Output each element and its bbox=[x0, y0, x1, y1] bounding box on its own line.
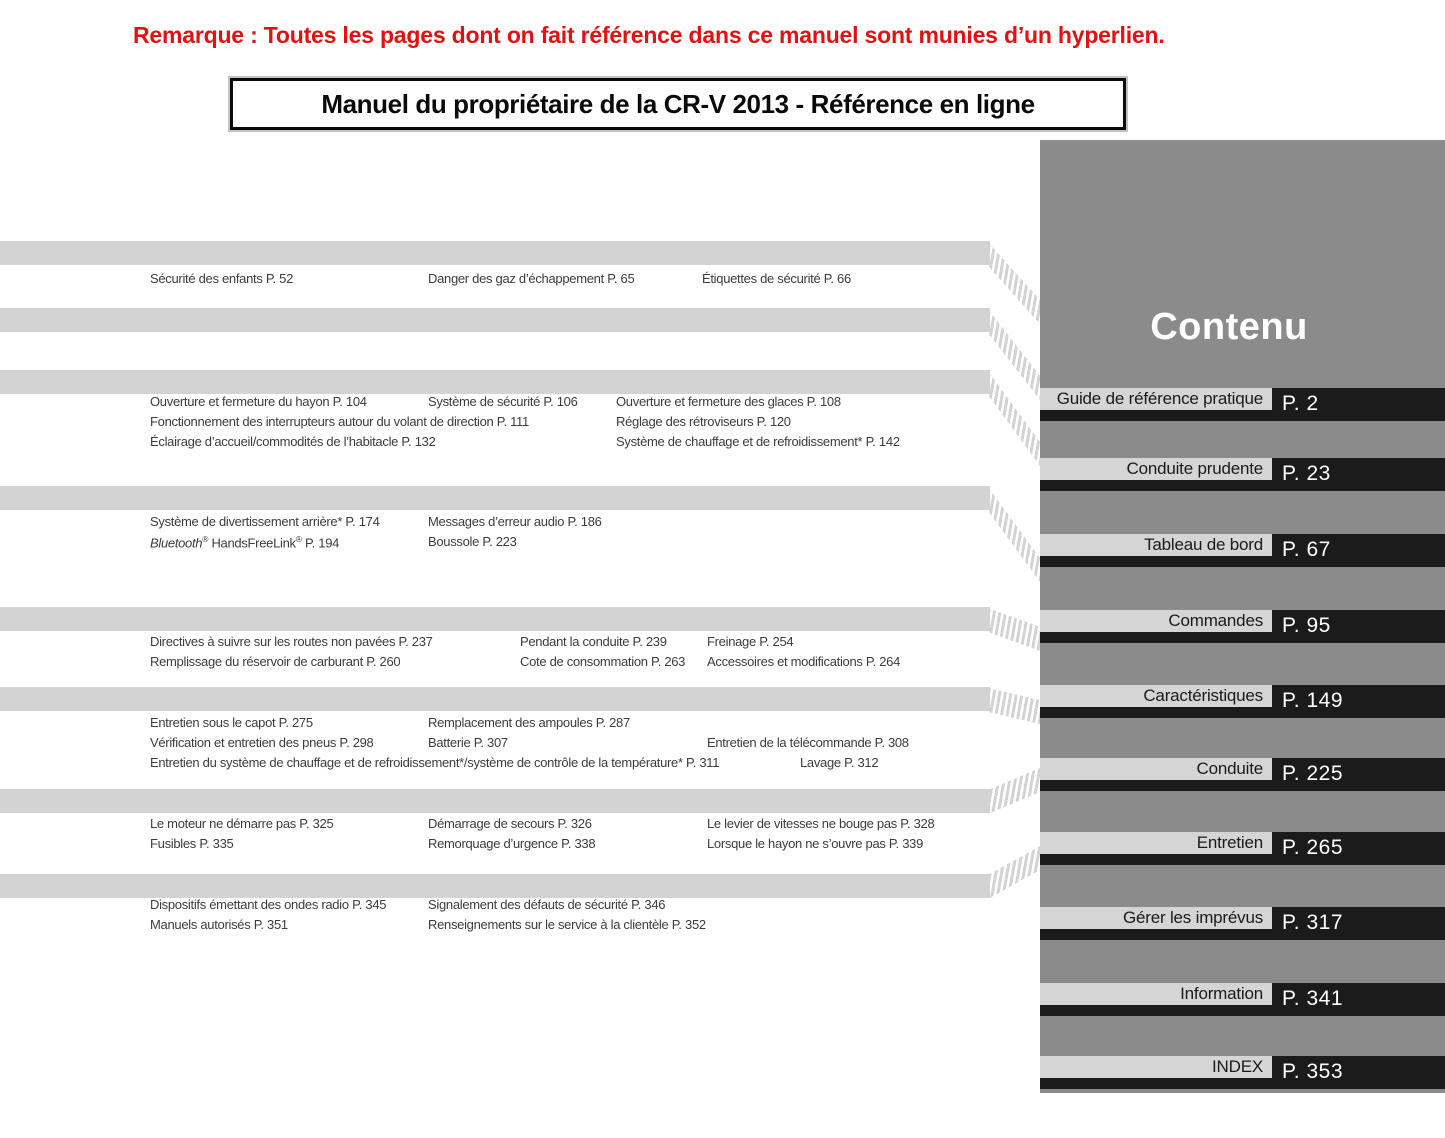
topic-link[interactable]: Freinage P. 254 bbox=[707, 634, 794, 649]
topic-link[interactable]: Ouverture et fermeture du hayon P. 104 bbox=[150, 394, 367, 409]
sidebar-item-guide-de-reference-pratique[interactable] bbox=[1040, 388, 1445, 421]
sidebar-item-page: P. 95 bbox=[1282, 614, 1331, 637]
section-band-conduite bbox=[0, 607, 990, 631]
section-band-tableau-de-bord bbox=[0, 308, 990, 332]
section-band-caracteristiques bbox=[0, 486, 990, 510]
sidebar-item-label: INDEX bbox=[1040, 1056, 1272, 1078]
topic-link[interactable]: Accessoires et modifications P. 264 bbox=[707, 654, 901, 669]
topic-link[interactable]: Sécurité des enfants P. 52 bbox=[150, 271, 294, 286]
topic-link[interactable]: Vérification et entretien des pneus P. 298 bbox=[150, 735, 374, 750]
sidebar bbox=[1040, 140, 1445, 1093]
sidebar-item-page: P. 23 bbox=[1282, 462, 1331, 485]
section-connector-entretien bbox=[988, 688, 1040, 724]
topic-link[interactable]: Entretien du système de chauffage et de refroidissement*/système de contrôle de la température* P. 311 bbox=[150, 755, 720, 770]
sidebar-item-label: Guide de référence pratique bbox=[1040, 388, 1272, 410]
sidebar-item-page: P. 2 bbox=[1282, 392, 1319, 415]
sidebar-item-label: Conduite prudente bbox=[1040, 458, 1272, 480]
topic-link[interactable]: Étiquettes de sécurité P. 66 bbox=[702, 271, 851, 286]
topic-link[interactable]: Directives à suivre sur les routes non pavées P. 237 bbox=[150, 634, 433, 649]
section-band-conduite-prudente bbox=[0, 241, 990, 265]
sidebar-item-label: Tableau de bord bbox=[1040, 534, 1272, 556]
sidebar-item-label: Entretien bbox=[1040, 832, 1272, 854]
sidebar-item-label: Information bbox=[1040, 983, 1272, 1005]
sidebar-item-page: P. 317 bbox=[1282, 911, 1344, 934]
topic-link[interactable]: Éclairage d’accueil/commodités de l’habitacle P. 132 bbox=[150, 434, 436, 449]
hyperlink-notice: Remarque : Toutes les pages dont on fait référence dans ce manuel sont munies d’un hyperlien. bbox=[133, 22, 1165, 48]
sidebar-item-page: P. 149 bbox=[1282, 689, 1344, 712]
section-connector-conduite bbox=[988, 608, 1040, 651]
sidebar-item-tableau-de-bord[interactable] bbox=[1040, 534, 1445, 567]
topic-link[interactable]: Remplacement des ampoules P. 287 bbox=[428, 715, 630, 730]
topic-link[interactable]: Cote de consommation P. 263 bbox=[520, 654, 686, 669]
section-band-gerer-les-imprevus bbox=[0, 789, 990, 813]
topic-link[interactable]: Manuels autorisés P. 351 bbox=[150, 917, 288, 932]
topic-link[interactable]: Pendant la conduite P. 239 bbox=[520, 634, 667, 649]
section-connector-gerer-les-imprevus bbox=[988, 768, 1040, 814]
sidebar-item-index[interactable] bbox=[1040, 1056, 1445, 1089]
topic-link[interactable]: Entretien sous le capot P. 275 bbox=[150, 715, 313, 730]
manual-title: Manuel du propriétaire de la CR-V 2013 - Référence en ligne bbox=[321, 88, 1035, 119]
sidebar-item-page: P. 265 bbox=[1282, 836, 1344, 859]
manual-title-box bbox=[230, 78, 1126, 130]
section-connector-conduite-prudente bbox=[988, 242, 1040, 324]
topic-link[interactable]: Bluetooth® HandsFreeLink® P. 194 bbox=[150, 534, 340, 551]
section-connector-information bbox=[988, 846, 1040, 899]
sidebar-item-label: Caractéristiques bbox=[1040, 685, 1272, 707]
topic-link[interactable]: Système de sécurité P. 106 bbox=[428, 394, 578, 409]
sidebar-item-entretien[interactable] bbox=[1040, 832, 1445, 865]
topic-link[interactable]: Démarrage de secours P. 326 bbox=[428, 816, 592, 831]
topic-link[interactable]: Système de divertissement arrière* P. 174 bbox=[150, 514, 380, 529]
sidebar-item-label: Gérer les imprévus bbox=[1040, 907, 1272, 929]
topic-link[interactable]: Boussole P. 223 bbox=[428, 534, 517, 549]
topic-link[interactable]: Fusibles P. 335 bbox=[150, 836, 234, 851]
topic-link[interactable]: Lavage P. 312 bbox=[800, 755, 879, 770]
sidebar-item-caracteristiques[interactable] bbox=[1040, 685, 1445, 718]
topic-link[interactable]: Batterie P. 307 bbox=[428, 735, 508, 750]
sidebar-item-label: Commandes bbox=[1040, 610, 1272, 632]
section-band-entretien bbox=[0, 687, 990, 711]
section-band-commandes bbox=[0, 370, 990, 394]
topic-link[interactable]: Remorquage d’urgence P. 338 bbox=[428, 836, 596, 851]
topic-link[interactable]: Le moteur ne démarre pas P. 325 bbox=[150, 816, 334, 831]
topic-link[interactable]: Signalement des défauts de sécurité P. 346 bbox=[428, 897, 666, 912]
topic-link[interactable]: Entretien de la télécommande P. 308 bbox=[707, 735, 909, 750]
section-connector-caracteristiques bbox=[988, 487, 1040, 582]
topic-link[interactable]: Ouverture et fermeture des glaces P. 108 bbox=[616, 394, 841, 409]
topic-link[interactable]: Système de chauffage et de refroidissement* P. 142 bbox=[616, 434, 900, 449]
contents-title: Contenu bbox=[1150, 306, 1308, 348]
sidebar-item-information[interactable] bbox=[1040, 983, 1445, 1016]
topic-link[interactable]: Renseignements sur le service à la clientèle P. 352 bbox=[428, 917, 706, 932]
topic-link[interactable]: Le levier de vitesses ne bouge pas P. 328 bbox=[707, 816, 935, 831]
sidebar-item-page: P. 341 bbox=[1282, 987, 1344, 1010]
sidebar-item-page: P. 225 bbox=[1282, 762, 1344, 785]
topic-link[interactable]: Danger des gaz d’échappement P. 65 bbox=[428, 271, 635, 286]
topic-link[interactable]: Fonctionnement des interrupteurs autour du volant de direction P. 111 bbox=[150, 414, 529, 429]
sidebar-item-page: P. 67 bbox=[1282, 538, 1331, 561]
sidebar-item-page: P. 353 bbox=[1282, 1060, 1344, 1083]
topic-link[interactable]: Dispositifs émettant des ondes radio P. 345 bbox=[150, 897, 387, 912]
sidebar-item-conduite-prudente[interactable] bbox=[1040, 458, 1445, 491]
topic-link[interactable]: Lorsque le hayon ne s’ouvre pas P. 339 bbox=[707, 836, 924, 851]
topic-link[interactable]: Messages d’erreur audio P. 186 bbox=[428, 514, 602, 529]
topic-link[interactable]: Réglage des rétroviseurs P. 120 bbox=[616, 414, 791, 429]
sidebar-item-conduite[interactable] bbox=[1040, 758, 1445, 791]
section-band-information bbox=[0, 874, 990, 898]
sidebar-item-gerer-les-imprevus[interactable] bbox=[1040, 907, 1445, 940]
topic-link[interactable]: Remplissage du réservoir de carburant P. 260 bbox=[150, 654, 401, 669]
sidebar-item-commandes[interactable] bbox=[1040, 610, 1445, 643]
sidebar-item-label: Conduite bbox=[1040, 758, 1272, 780]
